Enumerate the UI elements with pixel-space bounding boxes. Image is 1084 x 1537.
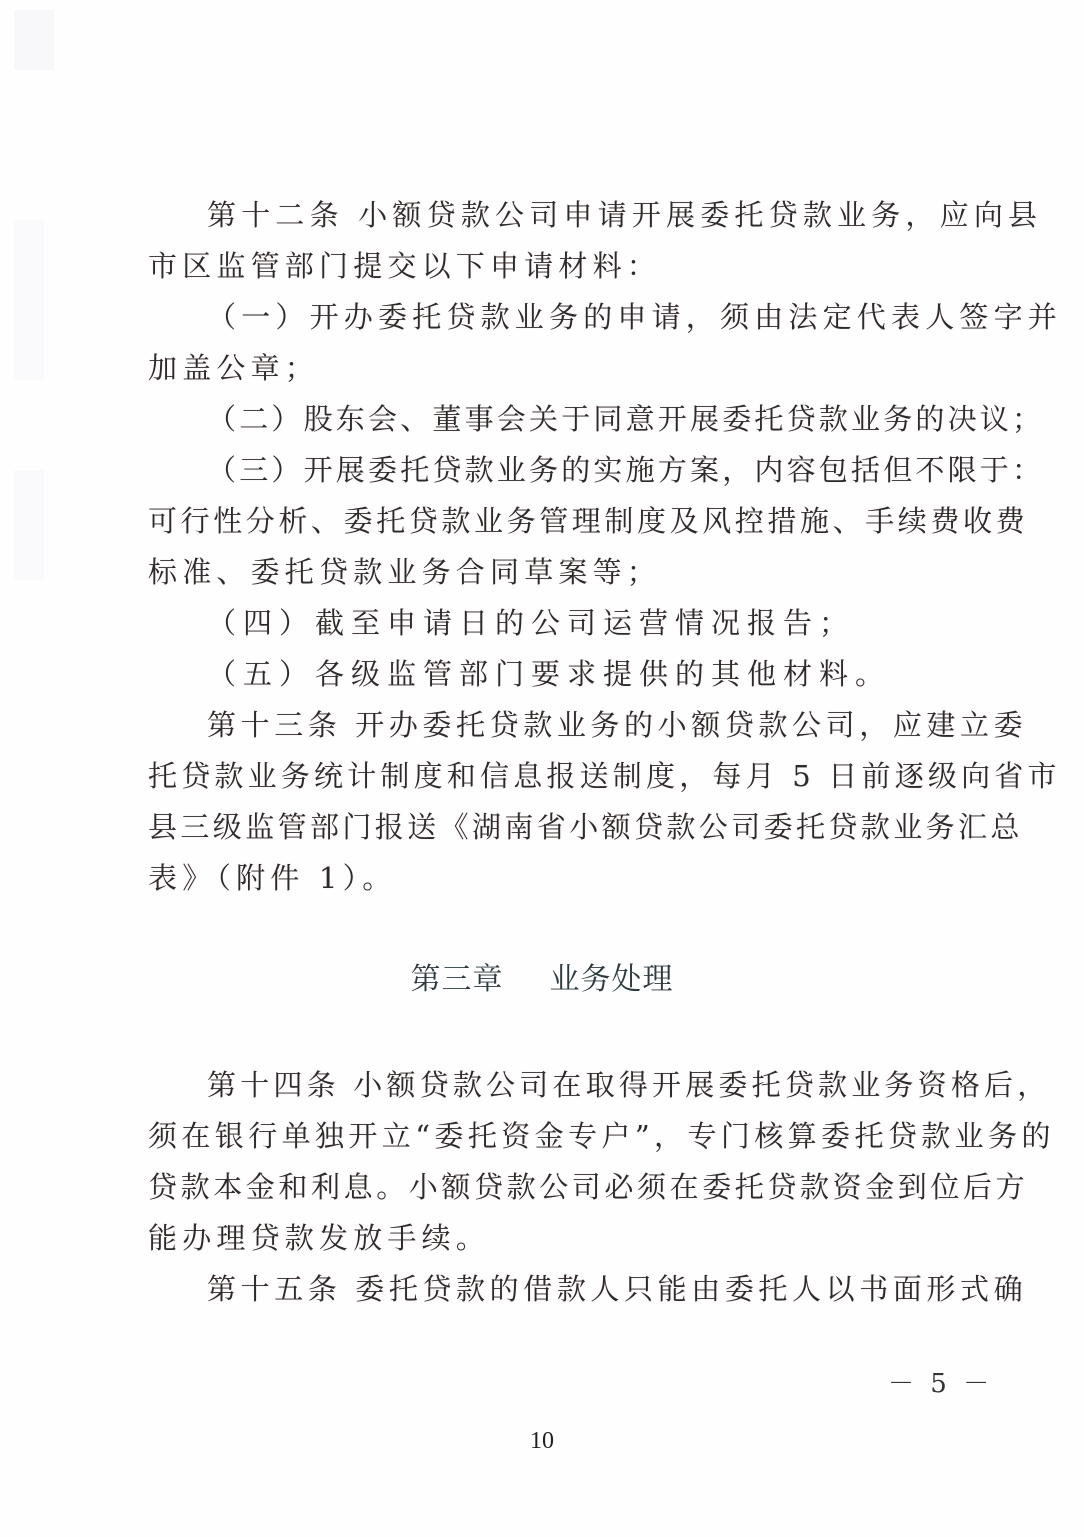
article-14-line-2: 须在银行单独开立“委托资金专户”，专门核算委托贷款业务的 (148, 1119, 1055, 1153)
article-12-line-2: 市区监管部门提交以下申请材料： (148, 249, 662, 283)
article-15-line-1: 第十五条 委托贷款的借款人只能由委托人以书面形式确 (207, 1272, 1028, 1306)
chapter-number: 第三章 (410, 962, 504, 997)
chapter-heading (0, 958, 1084, 1002)
article-14-line-1: 第十四条 小额贷款公司在取得开展委托贷款业务资格后， (207, 1068, 1051, 1102)
article-13-line-3: 县三级监管部门报送《湖南省小额贷款公司委托贷款业务汇总 (148, 810, 1023, 844)
item-1-line-2: 加盖公章； (148, 351, 320, 385)
article-14-line-3: 贷款本金和利息。小额贷款公司必须在委托贷款资金到位后方 (148, 1170, 1029, 1204)
item-3-line-2: 可行性分析、委托贷款业务管理制度及风控措施、手续费收费 (148, 504, 1029, 538)
scan-bleed-mark (14, 220, 44, 380)
item-5-line-1: （五）各级监管部门要求提供的其他材料。 (207, 657, 892, 691)
article-13-line-4: 表》（附件 1）。 (148, 861, 397, 895)
item-3-line-3: 标准、委托贷款业务合同草案等； (148, 555, 662, 589)
item-4-line-1: （四）截至申请日的公司运营情况报告； (207, 606, 856, 640)
chapter-title: 业务处理 (549, 962, 674, 997)
article-13-line-2: 托贷款业务统计制度和信息报送制度，每月 5 日前逐级向省市 (148, 759, 1061, 793)
item-1-line-1: （一）开办委托贷款业务的申请，须由法定代表人签字并 (207, 300, 1063, 334)
page-number: － 5 － (888, 1369, 994, 1399)
item-3-line-1: （三）开展委托贷款业务的实施方案，内容包括但不限于： (207, 453, 1045, 487)
article-13-line-1: 第十三条 开办委托贷款业务的小额贷款公司，应建立委 (207, 708, 1028, 742)
item-2-line-1: （二）股东会、董事会关于同意开展委托贷款业务的决议； (207, 402, 1045, 436)
scan-bleed-mark (14, 10, 54, 70)
article-12-line-1: 第十二条 小额贷款公司申请开展委托贷款业务，应向县 (207, 198, 1043, 232)
scan-bleed-mark (14, 470, 44, 580)
article-14-line-4: 能办理贷款发放手续。 (148, 1221, 491, 1255)
folio-number: 10 (530, 1428, 554, 1454)
